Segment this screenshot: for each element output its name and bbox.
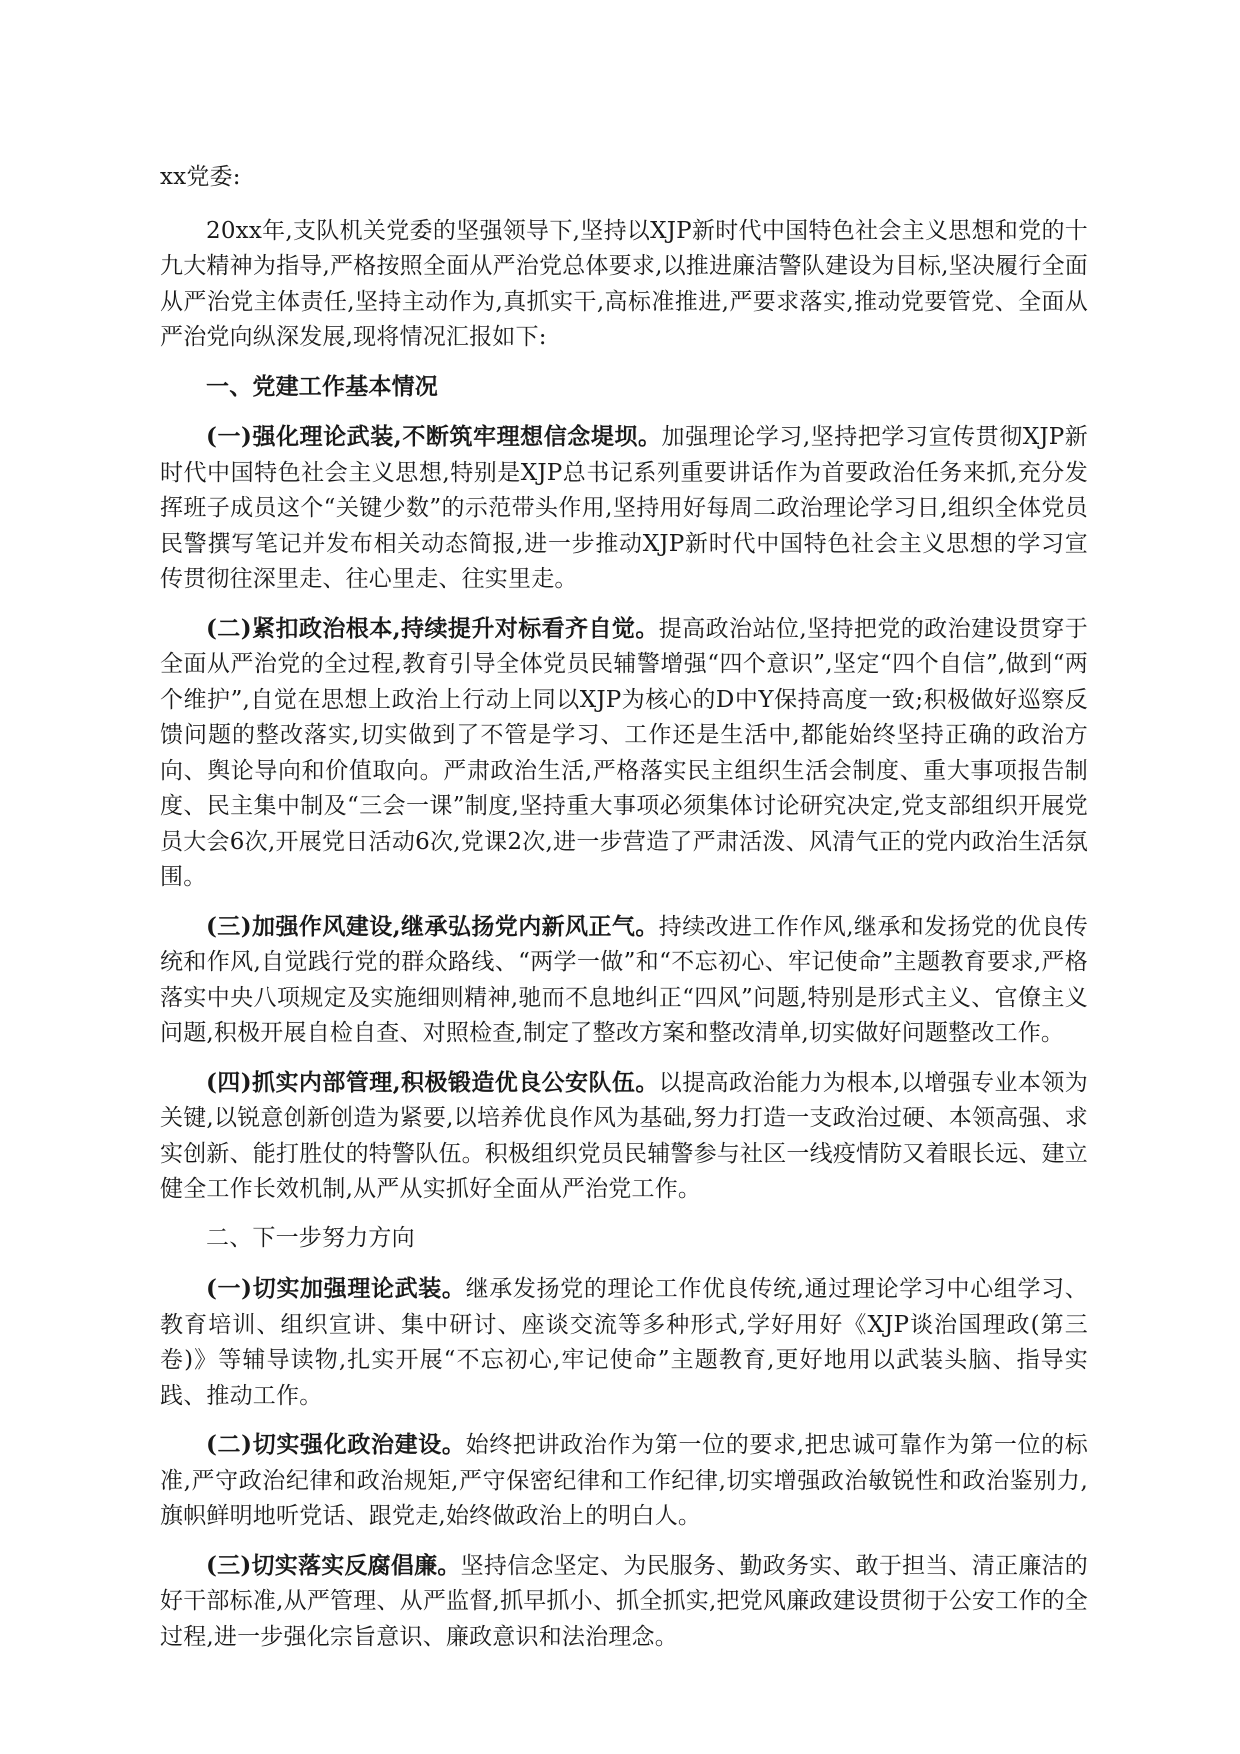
item-lead: (一)切实加强理论武装。: [206, 1275, 466, 1302]
section-1-item-2: [160, 611, 1088, 896]
section-1-item-3: [160, 909, 1088, 1052]
section-1-heading: 一、党建工作基本情况: [206, 372, 438, 400]
section-1-item-1: [160, 419, 1088, 598]
item-text: 持续改进工作作风,继承和发扬党的优良传统和作风,自觉践行党的群众路线、“两学一做”和“不忘初心、牢记使命”主题教育要求,严格落实中央八项规定及实施细则精神,驰而不息地纠正“四风”问题,特别是形式主义、官僚主义问题,积极开展自检自查、对照检查,制定了整改方案和整改清单,切实做好问题整改工作。: [160, 913, 1088, 1046]
salutation: xx党委:: [160, 164, 241, 190]
item-text: 以提高政治能力为根本,以增强专业本领为关键,以锐意创新创造为紧要,以培养优良作风为基础,努力打造一支政治过硬、本领高强、求实创新、能打胜仗的特警队伍。积极组织党员民辅警参与社区一线疫情防又着眼长远、建立健全工作长效机制,从严从实抓好全面从严治党工作。: [160, 1069, 1088, 1202]
item-text: 坚持信念坚定、为民服务、勤政务实、敢于担当、清正廉洁的好干部标准,从严管理、从严监督,抓早抓小、抓全抓实,把党风廉政建设贯彻于公安工作的全过程,进一步强化宗旨意识、廉政意识和法治理念。: [160, 1552, 1088, 1650]
item-lead: (二)紧扣政治根本,持续提升对标看齐自觉。: [206, 614, 659, 642]
item-text: 加强理论学习,坚持把学习宣传贯彻XJP新时代中国特色社会主义思想,特别是XJP总书记系列重要讲话作为首要政治任务来抓,充分发挥班子成员这个“关键少数”的示范带头作用,坚持用好每周二政治理论学习日,组织全体党员民警撰写笔记并发布相关动态简报,进一步推动XJP新时代中国特色社会主义思想的学习宣传贯彻往深里走、往心里走、往实里走。: [160, 424, 1088, 592]
item-lead: (二)切实强化政治建设。: [206, 1431, 466, 1458]
section-1-item-4: [160, 1065, 1088, 1208]
item-lead: (四)抓实内部管理,积极锻造优良公安队伍。: [206, 1068, 659, 1096]
item-text: 继承发扬党的理论工作优良传统,通过理论学习中心组学习、教育培训、组织宣讲、集中研讨、座谈交流等多种形式,学好用好《XJP谈治国理政(第三卷)》等辅导读物,扎实开展“不忘初心,牢记使命”主题教育,更好地用以武装头脑、指导实践、推动工作。: [160, 1276, 1088, 1409]
section-2-item-2: [160, 1427, 1088, 1535]
item-text: 始终把讲政治作为第一位的要求,把忠诚可靠作为第一位的标准,严守政治纪律和政治规矩,严守保密纪律和工作纪律,切实增强政治敏锐性和政治鉴别力,旗帜鲜明地听党话、跟党走,始终做政治上的明白人。: [160, 1432, 1088, 1529]
item-lead: (三)加强作风建设,继承弘扬党内新风正气。: [206, 912, 659, 940]
item-text: 提高政治站位,坚持把党的政治建设贯穿于全面从严治党的全过程,教育引导全体党员民辅警增强“四个意识”,坚定“四个自信”,做到“两个维护”,自觉在思想上政治上行动上同以XJP为核心的D中Y保持高度一致;积极做好巡察反馈问题的整改落实,切实做到了不管是学习、工作还是生活中,都能始终坚持正确的政治方向、舆论导向和价值取向。严肃政治生活,严格落实民主组织生活会制度、重大事项报告制度、民主集中制及“三会一课”制度,坚持重大事项必须集体讨论研究决定,党支部组织开展党员大会6次,开展党日活动6次,党课2次,进一步营造了严肃活泼、风清气正的党内政治生活氛围。: [160, 615, 1088, 890]
section-2-item-3: [160, 1548, 1088, 1656]
item-lead: (一)强化理论武装,不断筑牢理想信念堤坝。: [206, 423, 662, 450]
section-2-item-1: [160, 1271, 1088, 1414]
intro-paragraph: 20xx年,支队机关党委的坚强领导下,坚持以XJP新时代中国特色社会主义思想和党的十九大精神为指导,严格按照全面从严治党总体要求,以推进廉洁警队建设为目标,坚决履行全面从严治党主体责任,坚持主动作为,真抓实干,高标准推进,严要求落实,推动党要管党、全面从严治党向纵深发展,现将情况汇报如下:: [160, 217, 1088, 350]
item-lead: (三)切实落实反腐倡廉。: [206, 1551, 461, 1579]
section-2-heading: 二、下一步努力方向: [206, 1224, 415, 1251]
